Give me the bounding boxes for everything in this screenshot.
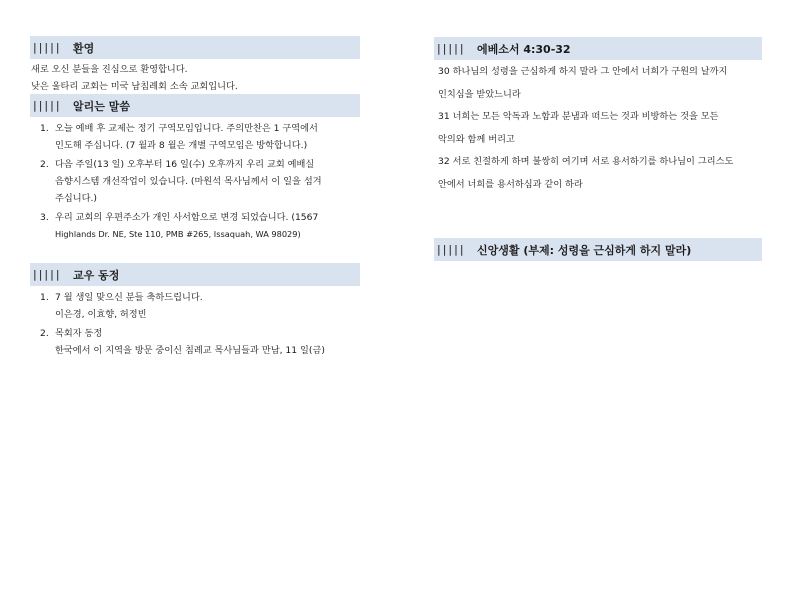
list-line: 한국에서 이 지역을 방문 중이신 침례교 목사님들과 만남, 11 일(금) [55,345,325,356]
list-number: 2. [40,328,49,339]
list-item [30,120,360,154]
members-title: 교우 동정 [73,268,120,282]
list-line: 우리 교회의 우편주소가 개인 사서함으로 변경 되었습니다. (1567 [55,212,319,223]
members-section-header [30,263,360,286]
header-bars: ||||| [437,243,466,256]
header-bars: ||||| [33,268,62,281]
list-line: 7 월 생일 맞으신 분들 축하드립니다. [55,292,203,303]
welcome-line: 낮은 울타리 교회는 미국 남침례회 소속 교회입니다. [31,81,238,92]
announcements-list [30,120,360,243]
list-number: 1. [40,292,49,303]
list-line: 인도해 주십니다. (7 월과 8 월은 개별 구역모임은 방학합니다.) [55,140,308,151]
header-bars: ||||| [437,42,466,55]
list-number: 2. [40,159,49,170]
list-line: 다음 주일(13 일) 오후부터 16 일(수) 오후까지 우리 교회 예배실 [55,159,315,170]
list-line: 음향시스템 개선작업이 있습니다. (마원석 목사님께서 이 일을 섬겨 [55,176,322,187]
verse-line: 32 서로 친절하게 하며 불쌍히 여기며 서로 용서하기를 하나님이 그리스도 [438,156,734,167]
welcome-section-header [30,36,360,59]
scripture-body [434,60,762,196]
right-column [434,37,762,261]
header-bars: ||||| [33,99,62,112]
list-line: Highlands Dr. NE, Ste 110, PMB #265, Issaquah, WA 98029) [55,229,301,239]
list-line: 목회자 동정 [55,328,103,339]
list-number: 3. [40,212,49,223]
list-item [30,289,360,323]
welcome-line: 새로 오신 분들을 진심으로 환영합니다. [31,64,188,75]
list-item [30,156,360,207]
verse-line: 인치심을 받았느니라 [438,88,521,100]
announcements-title: 알리는 말씀 [73,99,130,113]
scripture-title: 에베소서 4:30-32 [477,42,571,56]
verse-line: 안에서 너희를 용서하심과 같이 하라 [438,178,583,190]
list-line: 이은경, 이효향, 허정빈 [55,309,147,320]
list-item [30,209,360,243]
welcome-title: 환영 [73,41,95,55]
header-bars: ||||| [33,41,62,54]
members-list [30,289,360,359]
faith-title: 신앙생활 (부제: 성령을 근심하게 하지 말라) [477,243,692,257]
left-column [30,36,360,359]
list-line: 오늘 예배 후 교제는 정기 구역모임입니다. 주의만찬은 1 구역에서 [55,123,318,134]
list-number: 1. [40,123,49,134]
scripture-section-header [434,37,762,60]
faith-section-header [434,238,762,261]
verse-line: 31 너희는 모든 악독과 노함과 분냄과 떠드는 것과 비방하는 것을 모든 [438,111,719,122]
announcements-section-header [30,94,360,117]
verse-line: 악의와 함께 버리고 [438,133,515,145]
verse-line: 30 하나님의 성령을 근심하게 하지 말라 그 안에서 너희가 구원의 날까지 [438,66,728,77]
list-item [30,325,360,359]
list-line: 주십니다.) [55,193,98,204]
welcome-body [30,59,360,95]
